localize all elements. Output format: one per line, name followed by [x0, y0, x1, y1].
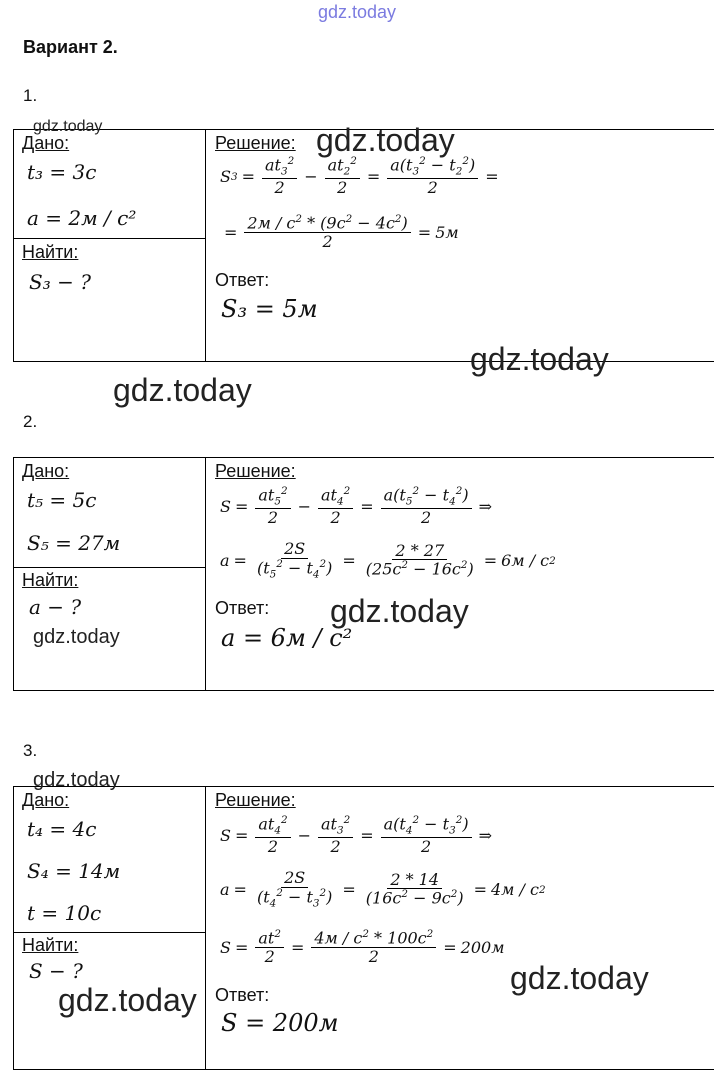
given-label: Дано: — [22, 133, 70, 153]
solution-line: S = $\frac{at_5^2}{2}$ − $\frac{at_4^2}{2}$ = $\frac{a(t_5^2 - t_4^2)}{2}$ ⇒ — [220, 485, 493, 527]
given-value: S₄ = 14м — [27, 859, 121, 883]
find-value: S − ? — [29, 959, 83, 983]
find-label: Найти: — [22, 935, 79, 955]
watermark: gdz.today — [33, 769, 120, 791]
answer-value: S = 200м — [221, 1009, 339, 1037]
solution-line: S = $\frac{at_4^2}{2}$ − $\frac{at_3^2}{2}$ = $\frac{a(t_4^2 - t_3^2)}{2}$ ⇒ — [220, 814, 493, 856]
find-value: S₃ − ? — [29, 270, 91, 294]
given-value: t₄ = 4c — [27, 817, 97, 841]
given-value: t₅ = 5c — [27, 488, 97, 512]
answer-value: S₃ = 5м — [221, 295, 318, 323]
given-value: t = 10c — [27, 901, 102, 925]
watermark: gdz.today — [330, 593, 469, 629]
page-title: Вариант 2. — [23, 37, 118, 57]
solution-label: Решение: — [215, 133, 296, 153]
watermark: gdz.today — [58, 982, 197, 1018]
given-label: Дано: — [22, 790, 70, 810]
answer-value: a = 6м / c² — [221, 624, 353, 652]
solution-line: S 3 = $\frac{at_3^2}{2}$ − $\frac{at_2^2}{2}$ = $\frac{a(t_3^2 - t_2^2)}{2}$ = — [220, 155, 499, 197]
solution-label: Решение: — [215, 790, 296, 810]
problem-2-number: 2. — [23, 412, 38, 431]
watermark: gdz.today — [113, 372, 252, 408]
problem-3-number: 3. — [23, 741, 38, 760]
top-watermark: gdz.today — [317, 2, 397, 22]
find-label: Найти: — [22, 242, 79, 262]
watermark: gdz.today — [33, 626, 120, 648]
problem-3-table — [13, 786, 714, 1070]
given-value: a = 2м / c² — [27, 206, 137, 230]
answer-label: Ответ: — [215, 985, 270, 1005]
solution-label: Решение: — [215, 461, 296, 481]
solution-line: S = $\frac{at^2}{2}$ = $\frac{4м / c^2 * 100c^2}{2}$ = 200м — [220, 928, 505, 966]
watermark: gdz.today — [316, 122, 455, 158]
answer-label: Ответ: — [215, 598, 270, 618]
watermark: gdz.today — [510, 960, 649, 996]
solution-line: = $\frac{2м / c^2 * (9c^2 - 4c^2)}{2}$ = 5м — [224, 213, 459, 251]
solution-line: a = $\frac{2S}{(t_5^2 - t_4^2)}$ = $\frac{2 * 27}{(25c^2 - 16c^2)}$ = 6м / c 2 — [220, 539, 556, 581]
watermark: gdz.today — [470, 341, 609, 377]
given-label: Дано: — [22, 461, 70, 481]
problem-1-table — [13, 129, 714, 362]
given-value: S₅ = 27м — [27, 531, 121, 555]
answer-label: Ответ: — [215, 270, 270, 290]
problem-1-number: 1. — [23, 86, 38, 105]
watermark: gdz.today — [33, 118, 103, 135]
given-value: t₃ = 3c — [27, 160, 97, 184]
solution-line: a = $\frac{2S}{(t_4^2 - t_3^2)}$ = $\frac{2 * 14}{(16c^2 - 9c^2)}$ = 4м / c 2 — [220, 868, 546, 910]
find-label: Найти: — [22, 570, 79, 590]
problem-2-table — [13, 457, 714, 691]
find-value: a − ? — [29, 595, 82, 619]
